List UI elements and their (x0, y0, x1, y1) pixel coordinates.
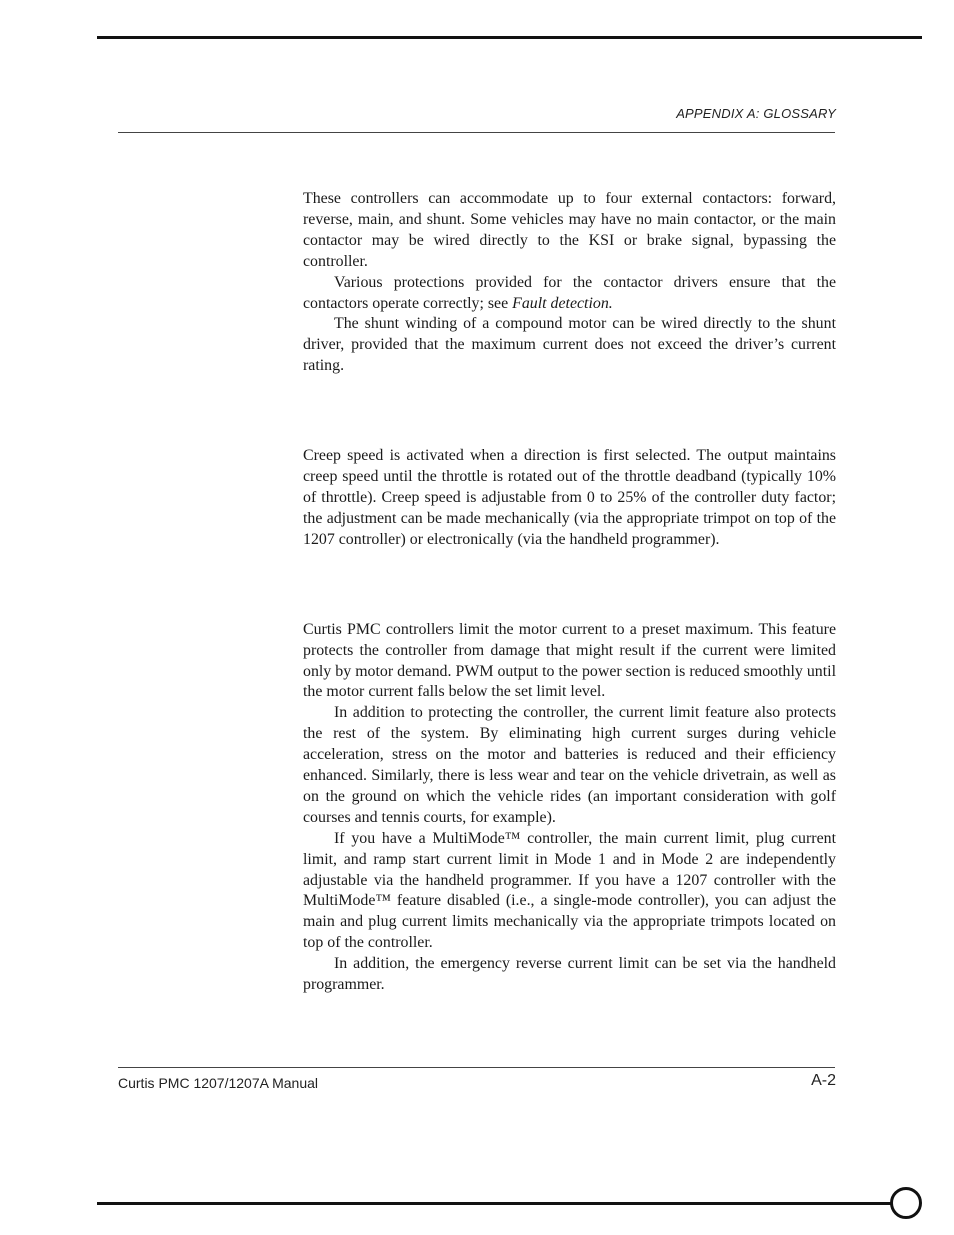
paragraph: Creep speed is activated when a direction is first selected. The output maintains creep speed until the throttle is rotated out of the throttle deadband (typically 10% of throttle). Creep speed is adjustable from 0 to 25% of the controller duty factor; the adjustment can be made mechanically (via the appropriate trimpot on top of the 1207 controller) or electronically (via the handheld programmer). (303, 447, 836, 548)
paragraph-text: Various protections provided for the contactor drivers ensure that the contactors operate correctly; see (303, 273, 836, 312)
paragraph: In addition, the emergency reverse current limit can be set via the handheld programmer. (303, 955, 836, 994)
paragraph: These controllers can accommodate up to four external contactors: forward, reverse, main, and shunt. Some vehicles may have no main contactor, or the main contactor may be wired directly to the KSI or brake signal, bypassing the controller. (303, 190, 836, 270)
cross-reference: Fault detection. (512, 294, 613, 312)
running-header: APPENDIX A: GLOSSARY (676, 106, 836, 121)
paragraph: The shunt winding of a compound motor can be wired directly to the shunt driver, provided that the maximum current does not exceed the driver’s current rating. (303, 315, 836, 375)
footer-divider (118, 1067, 835, 1068)
page-number: A-2 (811, 1072, 836, 1089)
contactor-drivers-section (303, 189, 836, 377)
circle-marker-icon (890, 1187, 922, 1219)
current-limiting-section (303, 620, 836, 996)
top-rule (97, 36, 922, 39)
paragraph (303, 273, 836, 315)
paragraph: In addition to protecting the controller, the current limit feature also protects the rest of the system. By eliminating high current surges during vehicle acceleration, stress on the motor and batteries is reduced and their efficiency enhanced. Similarly, there is less wear and tear on the vehicle drivetrain, as well as on the ground on which the vehicle rides (an important consideration with golf courses and tennis courts, for example). (303, 704, 836, 826)
footer-manual-title: Curtis PMC 1207/1207A Manual (118, 1075, 318, 1091)
bottom-rule (97, 1202, 892, 1205)
creep-speed-section (303, 446, 836, 551)
header-divider (118, 132, 835, 133)
page-body (303, 189, 836, 996)
section-gap (303, 377, 836, 446)
section-gap (303, 551, 836, 620)
paragraph: Curtis PMC controllers limit the motor current to a preset maximum. This feature protects the controller from damage that might result if the current were limited only by motor demand. PWM output to the power section is reduced smoothly until the motor current falls below the set limit level. (303, 620, 836, 701)
paragraph: If you have a MultiMode™ controller, the main current limit, plug current limit, and ramp start current limit in Mode 1 and in Mode 2 are independently adjustable via the handheld programmer. If you have a 1207 controller with the MultiMode™ feature disabled (i.e., a single-mode controller), you can adjust the main and plug current limits mechanically via the appropriate trimpots located on top of the controller. (303, 829, 836, 952)
